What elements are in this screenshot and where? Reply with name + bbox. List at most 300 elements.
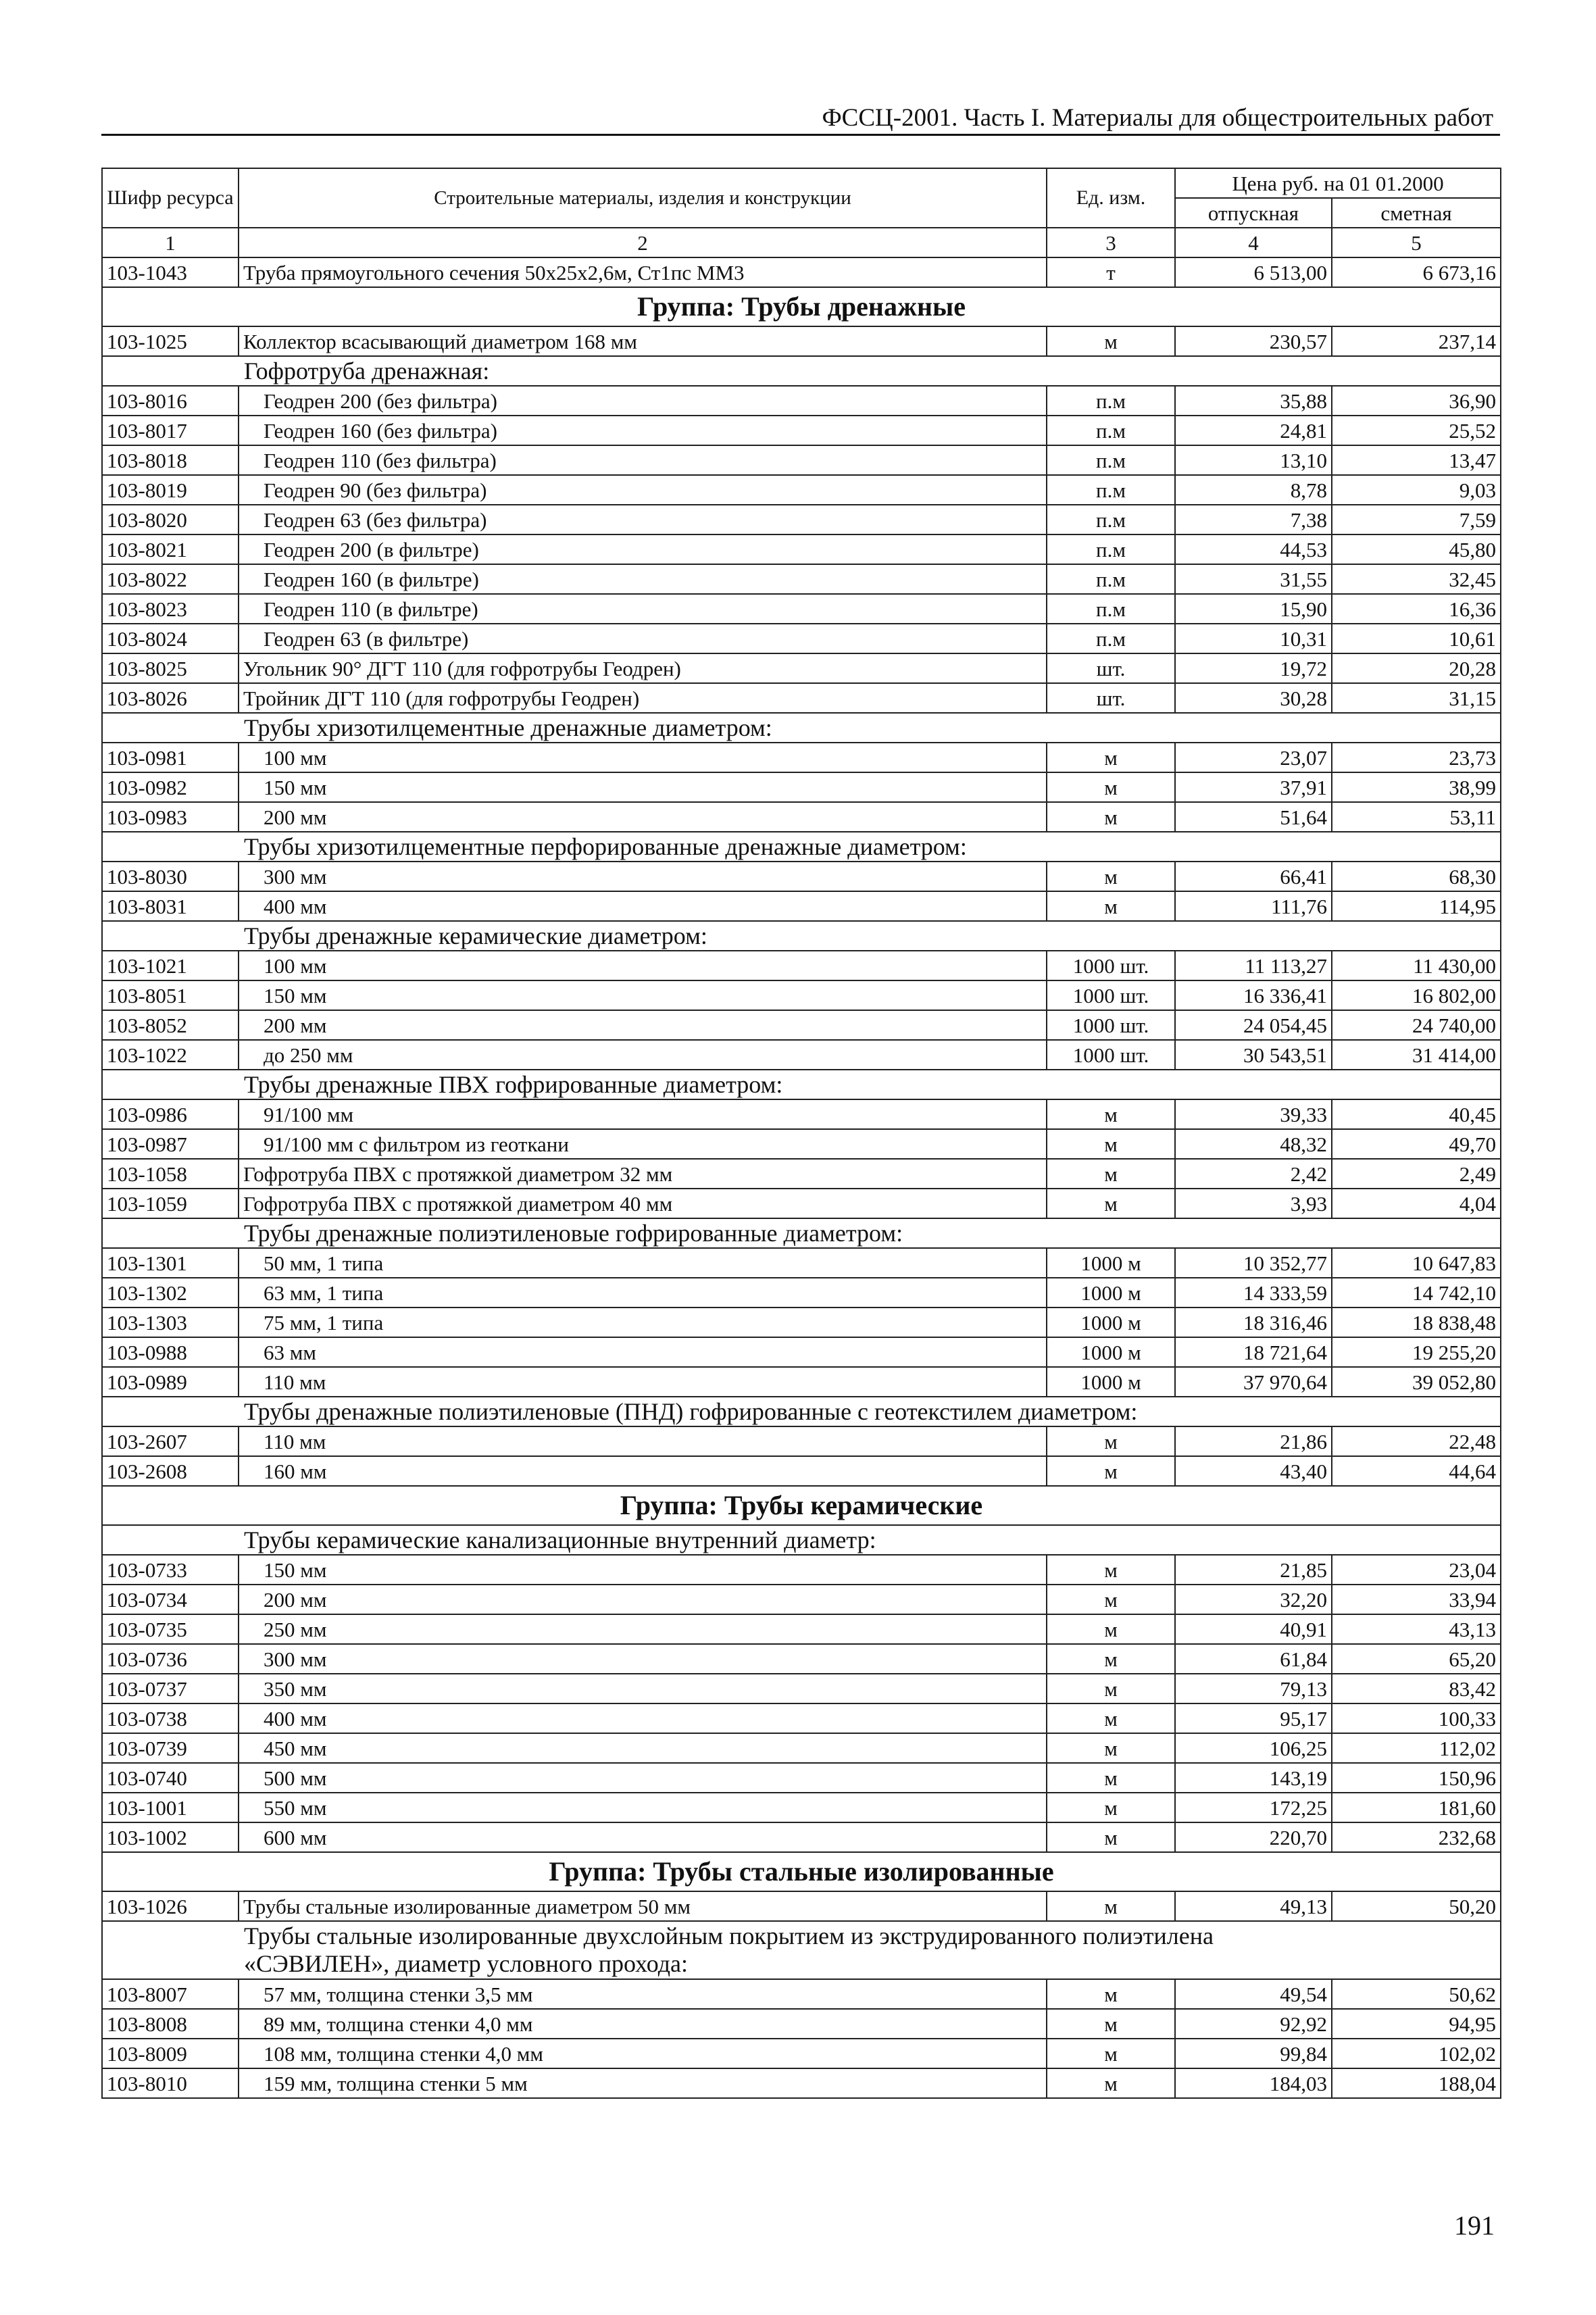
material-name: 91/100 мм с фильтром из геоткани — [239, 1129, 1047, 1159]
material-name: Гофротруба ПВХ с протяжкой диаметром 32 мм — [239, 1159, 1047, 1189]
estimate-price: 112,02 — [1332, 1733, 1501, 1763]
unit-cell: м — [1047, 1763, 1175, 1793]
release-price: 32,20 — [1175, 1585, 1332, 1614]
running-title: ФССЦ-2001. Часть I. Материалы для общестроительных работ — [822, 104, 1493, 132]
table-row — [102, 1129, 1501, 1159]
resource-code: 103-8026 — [102, 683, 239, 713]
group-heading: Группа: Трубы керамические — [102, 1486, 1501, 1525]
estimate-price: 94,95 — [1332, 2009, 1501, 2039]
material-name: 110 мм — [239, 1426, 1047, 1456]
table-row — [102, 257, 1501, 287]
release-price: 18 316,46 — [1175, 1308, 1332, 1337]
resource-code: 103-8025 — [102, 653, 239, 683]
material-name: 250 мм — [239, 1614, 1047, 1644]
table-row — [102, 445, 1501, 475]
estimate-price: 38,99 — [1332, 772, 1501, 802]
unit-cell: м — [1047, 1703, 1175, 1733]
unit-cell: м — [1047, 862, 1175, 891]
table-row — [102, 1703, 1501, 1733]
unit-cell: п.м — [1047, 534, 1175, 564]
material-name: Угольник 90° ДГТ 110 (для гофротрубы Геодрен) — [239, 653, 1047, 683]
estimate-price: 6 673,16 — [1332, 257, 1501, 287]
resource-code: 103-0740 — [102, 1763, 239, 1793]
material-name: 108 мм, толщина стенки 4,0 мм — [239, 2039, 1047, 2068]
estimate-price: 19 255,20 — [1332, 1337, 1501, 1367]
estimate-price: 31 414,00 — [1332, 1040, 1501, 1070]
subgroup-blank — [102, 713, 239, 743]
table-row — [102, 1010, 1501, 1040]
unit-cell: м — [1047, 1426, 1175, 1456]
material-name: 400 мм — [239, 1703, 1047, 1733]
material-name: 400 мм — [239, 891, 1047, 921]
release-price: 11 113,27 — [1175, 951, 1332, 980]
estimate-price: 33,94 — [1332, 1585, 1501, 1614]
unit-cell: 1000 шт. — [1047, 980, 1175, 1010]
resource-code: 103-8018 — [102, 445, 239, 475]
estimate-price: 36,90 — [1332, 386, 1501, 416]
release-price: 15,90 — [1175, 594, 1332, 624]
subgroup-row — [102, 1525, 1501, 1555]
estimate-price: 9,03 — [1332, 475, 1501, 505]
header-unit: Ед. изм. — [1047, 168, 1175, 228]
resource-code: 103-0989 — [102, 1367, 239, 1397]
unit-cell: 1000 шт. — [1047, 951, 1175, 980]
resource-code: 103-2608 — [102, 1456, 239, 1486]
table-row — [102, 980, 1501, 1010]
unit-cell: м — [1047, 1129, 1175, 1159]
unit-cell: м — [1047, 1555, 1175, 1585]
subgroup-row — [102, 1218, 1501, 1248]
estimate-price: 22,48 — [1332, 1426, 1501, 1456]
unit-cell: м — [1047, 1099, 1175, 1129]
resource-code: 103-1303 — [102, 1308, 239, 1337]
unit-cell: 1000 м — [1047, 1278, 1175, 1308]
resource-code: 103-2607 — [102, 1426, 239, 1456]
subgroup-heading: Трубы хризотилцементные перфорированные дренажные диаметром: — [239, 832, 1501, 862]
subgroup-row — [102, 713, 1501, 743]
table-row — [102, 1248, 1501, 1278]
estimate-price: 16,36 — [1332, 594, 1501, 624]
estimate-price: 39 052,80 — [1332, 1367, 1501, 1397]
material-name: 150 мм — [239, 772, 1047, 802]
release-price: 7,38 — [1175, 505, 1332, 534]
release-price: 184,03 — [1175, 2068, 1332, 2098]
resource-code: 103-0734 — [102, 1585, 239, 1614]
release-price: 39,33 — [1175, 1099, 1332, 1129]
estimate-price: 232,68 — [1332, 1822, 1501, 1852]
material-name: Гофротруба ПВХ с протяжкой диаметром 40 мм — [239, 1189, 1047, 1218]
subgroup-row — [102, 1921, 1501, 1979]
table-row — [102, 1337, 1501, 1367]
table-row — [102, 1644, 1501, 1674]
table-row — [102, 2039, 1501, 2068]
release-price: 37 970,64 — [1175, 1367, 1332, 1397]
estimate-price: 150,96 — [1332, 1763, 1501, 1793]
table-row — [102, 475, 1501, 505]
table-row — [102, 624, 1501, 653]
material-name: до 250 мм — [239, 1040, 1047, 1070]
release-price: 95,17 — [1175, 1703, 1332, 1733]
release-price: 14 333,59 — [1175, 1278, 1332, 1308]
material-name: 300 мм — [239, 862, 1047, 891]
release-price: 111,76 — [1175, 891, 1332, 921]
release-price: 92,92 — [1175, 2009, 1332, 2039]
unit-cell: п.м — [1047, 564, 1175, 594]
material-name: 159 мм, толщина стенки 5 мм — [239, 2068, 1047, 2098]
material-name: Коллектор всасывающий диаметром 168 мм — [239, 326, 1047, 356]
release-price: 49,54 — [1175, 1979, 1332, 2009]
table-row — [102, 802, 1501, 832]
estimate-price: 20,28 — [1332, 653, 1501, 683]
estimate-price: 44,64 — [1332, 1456, 1501, 1486]
estimate-price: 102,02 — [1332, 2039, 1501, 2068]
unit-cell: п.м — [1047, 475, 1175, 505]
release-price: 37,91 — [1175, 772, 1332, 802]
resource-code: 103-8031 — [102, 891, 239, 921]
estimate-price: 32,45 — [1332, 564, 1501, 594]
resource-code: 103-0982 — [102, 772, 239, 802]
subgroup-row — [102, 832, 1501, 862]
unit-cell: м — [1047, 326, 1175, 356]
table-row — [102, 416, 1501, 445]
release-price: 13,10 — [1175, 445, 1332, 475]
table-row — [102, 862, 1501, 891]
release-price: 66,41 — [1175, 862, 1332, 891]
column-number: 3 — [1047, 228, 1175, 257]
release-price: 220,70 — [1175, 1822, 1332, 1852]
column-number-row — [102, 228, 1501, 257]
resource-code: 103-0739 — [102, 1733, 239, 1763]
table-row — [102, 1822, 1501, 1852]
resource-code: 103-8024 — [102, 624, 239, 653]
table-row — [102, 1426, 1501, 1456]
resource-code: 103-1002 — [102, 1822, 239, 1852]
price-table — [101, 168, 1501, 2099]
release-price: 3,93 — [1175, 1189, 1332, 1218]
page-number: 191 — [1454, 2210, 1495, 2241]
unit-cell: м — [1047, 802, 1175, 832]
release-price: 49,13 — [1175, 1891, 1332, 1921]
unit-cell: м — [1047, 1585, 1175, 1614]
release-price: 230,57 — [1175, 326, 1332, 356]
material-name: 600 мм — [239, 1822, 1047, 1852]
table-row — [102, 326, 1501, 356]
group-heading-row — [102, 1852, 1501, 1891]
resource-code: 103-1026 — [102, 1891, 239, 1921]
unit-cell: п.м — [1047, 594, 1175, 624]
release-price: 99,84 — [1175, 2039, 1332, 2068]
estimate-price: 4,04 — [1332, 1189, 1501, 1218]
estimate-price: 7,59 — [1332, 505, 1501, 534]
table-row — [102, 1555, 1501, 1585]
table-row — [102, 891, 1501, 921]
unit-cell: шт. — [1047, 683, 1175, 713]
subgroup-blank — [102, 1921, 239, 1979]
resource-code: 103-1001 — [102, 1793, 239, 1822]
release-price: 48,32 — [1175, 1129, 1332, 1159]
release-price: 30,28 — [1175, 683, 1332, 713]
estimate-price: 11 430,00 — [1332, 951, 1501, 980]
table-row — [102, 386, 1501, 416]
table-row — [102, 1585, 1501, 1614]
estimate-price: 181,60 — [1332, 1793, 1501, 1822]
estimate-price: 10 647,83 — [1332, 1248, 1501, 1278]
release-price: 16 336,41 — [1175, 980, 1332, 1010]
material-name: Геодрен 90 (без фильтра) — [239, 475, 1047, 505]
estimate-price: 65,20 — [1332, 1644, 1501, 1674]
table-row — [102, 683, 1501, 713]
material-name: Геодрен 110 (в фильтре) — [239, 594, 1047, 624]
estimate-price: 49,70 — [1332, 1129, 1501, 1159]
material-name: 63 мм, 1 типа — [239, 1278, 1047, 1308]
resource-code: 103-1021 — [102, 951, 239, 980]
table-row — [102, 564, 1501, 594]
unit-cell: м — [1047, 1733, 1175, 1763]
estimate-price: 25,52 — [1332, 416, 1501, 445]
resource-code: 103-8030 — [102, 862, 239, 891]
estimate-price: 53,11 — [1332, 802, 1501, 832]
subgroup-heading: Трубы дренажные полиэтиленовые гофрированные диаметром: — [239, 1218, 1501, 1248]
column-number: 4 — [1175, 228, 1332, 257]
resource-code: 103-1059 — [102, 1189, 239, 1218]
group-heading: Группа: Трубы дренажные — [102, 287, 1501, 326]
material-name: 200 мм — [239, 1585, 1047, 1614]
material-name: Труба прямоугольного сечения 50х25х2,6м, Ст1пс ММ3 — [239, 257, 1047, 287]
price-table-body — [102, 168, 1501, 2098]
table-row — [102, 505, 1501, 534]
header-code: Шифр ресурса — [102, 168, 239, 228]
estimate-price: 45,80 — [1332, 534, 1501, 564]
unit-cell: т — [1047, 257, 1175, 287]
release-price: 44,53 — [1175, 534, 1332, 564]
release-price: 8,78 — [1175, 475, 1332, 505]
estimate-price: 31,15 — [1332, 683, 1501, 713]
material-name: 500 мм — [239, 1763, 1047, 1793]
release-price: 24,81 — [1175, 416, 1332, 445]
group-heading: Группа: Трубы стальные изолированные — [102, 1852, 1501, 1891]
material-name: 75 мм, 1 типа — [239, 1308, 1047, 1337]
release-price: 35,88 — [1175, 386, 1332, 416]
resource-code: 103-1302 — [102, 1278, 239, 1308]
release-price: 40,91 — [1175, 1614, 1332, 1644]
unit-cell: м — [1047, 1159, 1175, 1189]
unit-cell: м — [1047, 1891, 1175, 1921]
table-row — [102, 1793, 1501, 1822]
release-price: 43,40 — [1175, 1456, 1332, 1486]
unit-cell: 1000 м — [1047, 1248, 1175, 1278]
resource-code: 103-1058 — [102, 1159, 239, 1189]
material-name: Геодрен 110 (без фильтра) — [239, 445, 1047, 475]
resource-code: 103-0738 — [102, 1703, 239, 1733]
unit-cell: м — [1047, 891, 1175, 921]
material-name: Геодрен 160 (без фильтра) — [239, 416, 1047, 445]
unit-cell: м — [1047, 1793, 1175, 1822]
release-price: 106,25 — [1175, 1733, 1332, 1763]
release-price: 143,19 — [1175, 1763, 1332, 1793]
unit-cell: 1000 шт. — [1047, 1040, 1175, 1070]
table-row — [102, 772, 1501, 802]
resource-code: 103-8019 — [102, 475, 239, 505]
material-name: 550 мм — [239, 1793, 1047, 1822]
material-name: Тройник ДГТ 110 (для гофротрубы Геодрен) — [239, 683, 1047, 713]
resource-code: 103-8010 — [102, 2068, 239, 2098]
estimate-price: 43,13 — [1332, 1614, 1501, 1644]
resource-code: 103-1025 — [102, 326, 239, 356]
unit-cell: м — [1047, 1614, 1175, 1644]
material-name: 110 мм — [239, 1367, 1047, 1397]
estimate-price: 100,33 — [1332, 1703, 1501, 1733]
estimate-price: 83,42 — [1332, 1674, 1501, 1703]
release-price: 21,86 — [1175, 1426, 1332, 1456]
material-name: 200 мм — [239, 1010, 1047, 1040]
table-row — [102, 1979, 1501, 2009]
header-price: Цена руб. на 01 01.2000 — [1175, 168, 1501, 198]
subgroup-heading: Трубы дренажные ПВХ гофрированные диаметром: — [239, 1070, 1501, 1099]
subgroup-heading: Трубы хризотилцементные дренажные диаметром: — [239, 713, 1501, 743]
table-row — [102, 1189, 1501, 1218]
subgroup-heading: Гофротруба дренажная: — [239, 356, 1501, 386]
subgroup-blank — [102, 1525, 239, 1555]
header-release-price: отпускная — [1175, 198, 1332, 228]
estimate-price: 16 802,00 — [1332, 980, 1501, 1010]
resource-code: 103-8021 — [102, 534, 239, 564]
material-name: Геодрен 200 (в фильтре) — [239, 534, 1047, 564]
resource-code: 103-8051 — [102, 980, 239, 1010]
table-row — [102, 2009, 1501, 2039]
estimate-price: 23,04 — [1332, 1555, 1501, 1585]
estimate-price: 10,61 — [1332, 624, 1501, 653]
subgroup-blank — [102, 356, 239, 386]
material-name: Геодрен 63 (без фильтра) — [239, 505, 1047, 534]
subgroup-blank — [102, 921, 239, 951]
resource-code: 103-0737 — [102, 1674, 239, 1703]
table-row — [102, 2068, 1501, 2098]
release-price: 31,55 — [1175, 564, 1332, 594]
release-price: 61,84 — [1175, 1644, 1332, 1674]
subgroup-blank — [102, 1397, 239, 1426]
resource-code: 103-8022 — [102, 564, 239, 594]
table-row — [102, 1733, 1501, 1763]
subgroup-heading-line: Трубы стальные изолированные двухслойным покрытием из экструдированного полиэтилена — [244, 1922, 1214, 1949]
unit-cell: п.м — [1047, 416, 1175, 445]
resource-code: 103-8007 — [102, 1979, 239, 2009]
unit-cell: 1000 м — [1047, 1308, 1175, 1337]
resource-code: 103-0987 — [102, 1129, 239, 1159]
material-name: Геодрен 63 (в фильтре) — [239, 624, 1047, 653]
running-header — [101, 93, 1500, 136]
unit-cell: м — [1047, 2009, 1175, 2039]
resource-code: 103-1043 — [102, 257, 239, 287]
resource-code: 103-8009 — [102, 2039, 239, 2068]
material-name: 300 мм — [239, 1644, 1047, 1674]
subgroup-heading: Трубы керамические канализационные внутренний диаметр: — [239, 1525, 1501, 1555]
column-number: 5 — [1332, 228, 1501, 257]
release-price: 79,13 — [1175, 1674, 1332, 1703]
material-name: 89 мм, толщина стенки 4,0 мм — [239, 2009, 1047, 2039]
resource-code: 103-8052 — [102, 1010, 239, 1040]
estimate-price: 68,30 — [1332, 862, 1501, 891]
table-row — [102, 743, 1501, 772]
table-row — [102, 1159, 1501, 1189]
table-row — [102, 1456, 1501, 1486]
material-name: 100 мм — [239, 951, 1047, 980]
table-row — [102, 1308, 1501, 1337]
unit-cell: 1000 м — [1047, 1367, 1175, 1397]
resource-code: 103-1301 — [102, 1248, 239, 1278]
material-name: 91/100 мм — [239, 1099, 1047, 1129]
group-heading-row — [102, 1486, 1501, 1525]
release-price: 51,64 — [1175, 802, 1332, 832]
group-heading-row — [102, 287, 1501, 326]
table-row — [102, 1040, 1501, 1070]
material-name: 150 мм — [239, 980, 1047, 1010]
unit-cell: п.м — [1047, 445, 1175, 475]
subgroup-blank — [102, 1218, 239, 1248]
estimate-price: 14 742,10 — [1332, 1278, 1501, 1308]
unit-cell: п.м — [1047, 386, 1175, 416]
table-row — [102, 534, 1501, 564]
release-price: 30 543,51 — [1175, 1040, 1332, 1070]
unit-cell: п.м — [1047, 624, 1175, 653]
material-name: 150 мм — [239, 1555, 1047, 1585]
table-row — [102, 951, 1501, 980]
subgroup-row — [102, 356, 1501, 386]
unit-cell: м — [1047, 2068, 1175, 2098]
unit-cell: 1000 шт. — [1047, 1010, 1175, 1040]
resource-code: 103-0988 — [102, 1337, 239, 1367]
resource-code: 103-8023 — [102, 594, 239, 624]
subgroup-row — [102, 921, 1501, 951]
unit-cell: м — [1047, 1644, 1175, 1674]
table-row — [102, 1674, 1501, 1703]
table-header-row — [102, 168, 1501, 198]
estimate-price: 23,73 — [1332, 743, 1501, 772]
material-name: 350 мм — [239, 1674, 1047, 1703]
estimate-price: 188,04 — [1332, 2068, 1501, 2098]
material-name: 63 мм — [239, 1337, 1047, 1367]
resource-code: 103-8008 — [102, 2009, 239, 2039]
unit-cell: м — [1047, 1189, 1175, 1218]
material-name: Геодрен 200 (без фильтра) — [239, 386, 1047, 416]
release-price: 23,07 — [1175, 743, 1332, 772]
unit-cell: м — [1047, 772, 1175, 802]
material-name: 450 мм — [239, 1733, 1047, 1763]
resource-code: 103-0981 — [102, 743, 239, 772]
header-name: Строительные материалы, изделия и конструкции — [239, 168, 1047, 228]
table-row — [102, 594, 1501, 624]
material-name: Геодрен 160 (в фильтре) — [239, 564, 1047, 594]
subgroup-row — [102, 1070, 1501, 1099]
subgroup-row — [102, 1397, 1501, 1426]
material-name: 100 мм — [239, 743, 1047, 772]
table-row — [102, 1763, 1501, 1793]
release-price: 21,85 — [1175, 1555, 1332, 1585]
column-number: 1 — [102, 228, 239, 257]
estimate-price: 13,47 — [1332, 445, 1501, 475]
release-price: 10 352,77 — [1175, 1248, 1332, 1278]
subgroup-heading-line: «СЭВИЛЕН», диаметр условного прохода: — [244, 1950, 689, 1977]
subgroup-heading: Трубы дренажные керамические диаметром: — [239, 921, 1501, 951]
estimate-price: 50,62 — [1332, 1979, 1501, 2009]
resource-code: 103-8016 — [102, 386, 239, 416]
release-price: 172,25 — [1175, 1793, 1332, 1822]
table-row — [102, 653, 1501, 683]
unit-cell: м — [1047, 1456, 1175, 1486]
resource-code: 103-0733 — [102, 1555, 239, 1585]
release-price: 24 054,45 — [1175, 1010, 1332, 1040]
subgroup-heading: Трубы дренажные полиэтиленовые (ПНД) гофрированные с геотекстилем диаметром: — [239, 1397, 1501, 1426]
estimate-price: 24 740,00 — [1332, 1010, 1501, 1040]
